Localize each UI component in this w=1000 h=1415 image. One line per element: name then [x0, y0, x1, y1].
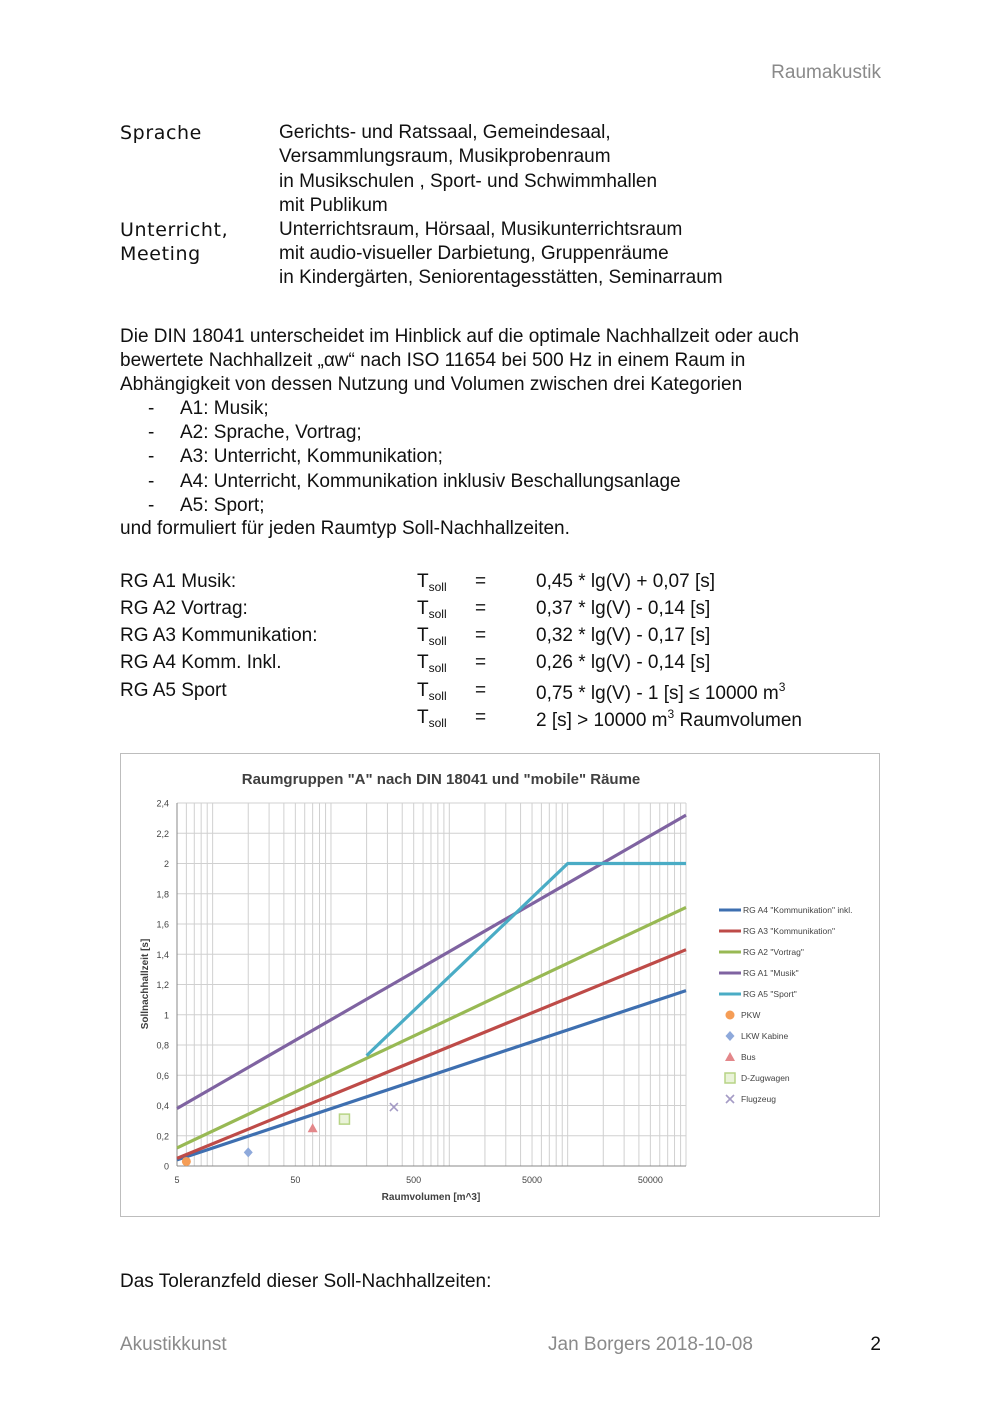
legend-label: Flugzeug — [741, 1094, 776, 1104]
category-list — [120, 397, 681, 518]
formula-name: RG A5 Sport — [120, 680, 227, 701]
list-item-text: A2: Sprache, Vortrag; — [180, 422, 362, 444]
series-line — [177, 907, 686, 1148]
formula-expression: 0,45 * lg(V) + 0,07 [s] — [536, 571, 716, 592]
y-tick-label: 2,4 — [156, 798, 169, 809]
formula-row — [120, 652, 880, 679]
formula-equals: = — [475, 707, 487, 728]
formula-row — [120, 571, 880, 598]
list-item — [120, 470, 681, 494]
formula-name: RG A4 Komm. Inkl. — [120, 652, 282, 673]
formula-equals: = — [475, 652, 487, 673]
series-line — [367, 864, 686, 1056]
legend-label: RG A2 "Vortrag" — [743, 947, 804, 957]
formula-t: $T_{soll}$ — [417, 652, 447, 675]
y-tick-label: 2,2 — [156, 828, 169, 839]
series-line — [177, 950, 686, 1159]
legend-swatch — [725, 1073, 735, 1083]
list-item-text: A3: Unterricht, Kommunikation; — [180, 446, 443, 468]
y-tick-label: 2 — [163, 859, 169, 869]
y-tick-label: 1 — [163, 1010, 169, 1021]
formula-expression: 0,26 * lg(V) - 0,14 [s] — [536, 652, 711, 673]
legend-label: RG A4 "Kommunikation" inkl. — [743, 905, 853, 915]
formula-row — [120, 625, 880, 652]
category-name-meeting: Meeting — [120, 243, 201, 265]
x-tick-label: 50000 — [637, 1175, 663, 1185]
footer-author-date: Jan Borgers 2018-10-08 — [548, 1334, 753, 1355]
intro-paragraph — [120, 325, 880, 398]
list-item — [120, 421, 681, 445]
legend-label: Bus — [741, 1052, 756, 1062]
series-marker — [244, 1147, 253, 1157]
formula-equals: = — [475, 625, 487, 646]
legend-label: RG A3 "Kommunikation" — [743, 926, 836, 936]
formula-name: RG A1 Musik: — [120, 571, 237, 592]
intro-line: Abhängigkeit von dessen Nutzung und Volumen zwischen drei Kategorien — [120, 374, 743, 396]
formula-equals: = — [475, 598, 487, 619]
y-tick-label: 1,2 — [156, 980, 169, 990]
y-tick-label: 1,6 — [156, 919, 169, 930]
category-desc-line: mit audio-visueller Darbietung, Gruppenräume — [279, 243, 669, 264]
page-header-title: Raumakustik — [771, 62, 881, 83]
formula-row — [120, 598, 880, 625]
formula-t: $T_{soll}$ — [417, 625, 447, 648]
closing-line: und formuliert für jeden Raumtyp Soll-Nachhallzeiten. — [120, 518, 570, 539]
list-item-text: A1: Musik; — [180, 398, 269, 419]
list-item — [120, 494, 681, 518]
x-tick-label: 50 — [290, 1175, 301, 1185]
intro-line: bewertete Nachhallzeit „αw“ nach ISO 11654 bei 500 Hz in einem Raum in — [120, 350, 746, 372]
category-name-sprache: Sprache — [120, 122, 202, 144]
category-desc-line: Versammlungsraum, Musikprobenraum — [279, 146, 611, 167]
legend-label: RG A1 "Musik" — [743, 968, 799, 978]
legend-label: PKW — [741, 1010, 761, 1020]
category-desc-line: mit Publikum — [279, 195, 388, 216]
category-desc-line: in Musikschulen , Sport- und Schwimmhallen — [279, 171, 658, 192]
list-item — [120, 445, 681, 469]
reverberation-chart — [121, 754, 879, 1216]
formula-t: $T_{soll}$ — [417, 680, 447, 703]
series-line — [177, 815, 686, 1108]
x-tick-label: 5000 — [522, 1175, 543, 1185]
x-tick-label: 500 — [406, 1175, 422, 1185]
formula-row — [120, 707, 880, 734]
y-tick-label: 1,4 — [156, 949, 169, 960]
y-tick-label: 0,8 — [156, 1040, 169, 1051]
list-dash: - — [148, 446, 155, 468]
footer-left: Akustikkunst — [120, 1334, 227, 1355]
formula-equals: = — [475, 571, 487, 592]
category-desc-line: Gerichts- und Ratssaal, Gemeindesaal, — [279, 122, 611, 143]
list-dash: - — [148, 470, 155, 492]
y-tick-label: 0 — [163, 1161, 169, 1172]
y-tick-label: 0,2 — [156, 1131, 169, 1142]
formula-expression: 0,32 * lg(V) - 0,17 [s] — [536, 625, 711, 646]
formula-expression: 0,37 * lg(V) - 0,14 [s] — [536, 598, 711, 619]
series-marker — [182, 1157, 191, 1166]
formula-t: $T_{soll}$ — [417, 707, 447, 730]
series-marker — [308, 1123, 318, 1132]
legend-swatch — [726, 1031, 735, 1041]
y-tick-label: 0,4 — [156, 1101, 169, 1111]
y-axis-label: Sollnachhallzeit [s] — [140, 938, 151, 1030]
formula-t: $T_{soll}$ — [417, 571, 447, 594]
category-desc-line: in Kindergärten, Seniorentagesstätten, Seminarraum — [279, 267, 723, 288]
list-dash: - — [148, 494, 155, 516]
legend-label: LKW Kabine — [741, 1031, 789, 1041]
formula-equals: = — [475, 680, 487, 701]
list-item-text: A4: Unterricht, Kommunikation inklusiv Beschallungsanlage — [180, 470, 681, 492]
bottom-text: Das Toleranzfeld dieser Soll-Nachhallzeiten: — [120, 1271, 492, 1292]
y-tick-label: 0,6 — [156, 1070, 169, 1081]
intro-line: Die DIN 18041 unterscheidet im Hinblick auf die optimale Nachhallzeit oder auch — [120, 326, 800, 347]
formula-name: RG A3 Kommunikation: — [120, 625, 318, 646]
series-marker — [339, 1114, 349, 1124]
y-tick-label: 1,8 — [156, 889, 169, 900]
list-item-text: A5: Sport; — [180, 494, 265, 516]
chart-title: Raumgruppen "A" nach DIN 18041 und "mobile" Räume — [241, 771, 641, 788]
formula-t: $T_{soll}$ — [417, 598, 447, 621]
legend-label: RG A5 "Sport" — [743, 989, 797, 999]
legend-swatch — [726, 1011, 735, 1020]
list-dash: - — [148, 422, 155, 444]
page-number: 2 — [870, 1334, 881, 1355]
category-desc-line: Unterrichtsraum, Hörsaal, Musikunterrichtsraum — [279, 219, 683, 240]
list-item — [120, 397, 681, 421]
chart-frame — [120, 753, 880, 1217]
list-dash: - — [148, 398, 155, 419]
x-axis-label: Raumvolumen [m^3] — [381, 1192, 481, 1203]
legend-swatch — [725, 1052, 735, 1061]
formula-name: RG A2 Vortrag: — [120, 598, 248, 619]
legend-label: D-Zugwagen — [741, 1073, 790, 1083]
x-tick-label: 5 — [174, 1175, 180, 1185]
formula-row — [120, 680, 880, 707]
formula-expression: 0,75 * lg(V) - 1 [s] ≤ 10000 $m^3$ — [536, 680, 786, 704]
formula-expression: 2 [s] > 10000 $m^3$ Raumvolumen — [536, 707, 802, 731]
category-name-unterricht: Unterricht, — [120, 219, 229, 241]
